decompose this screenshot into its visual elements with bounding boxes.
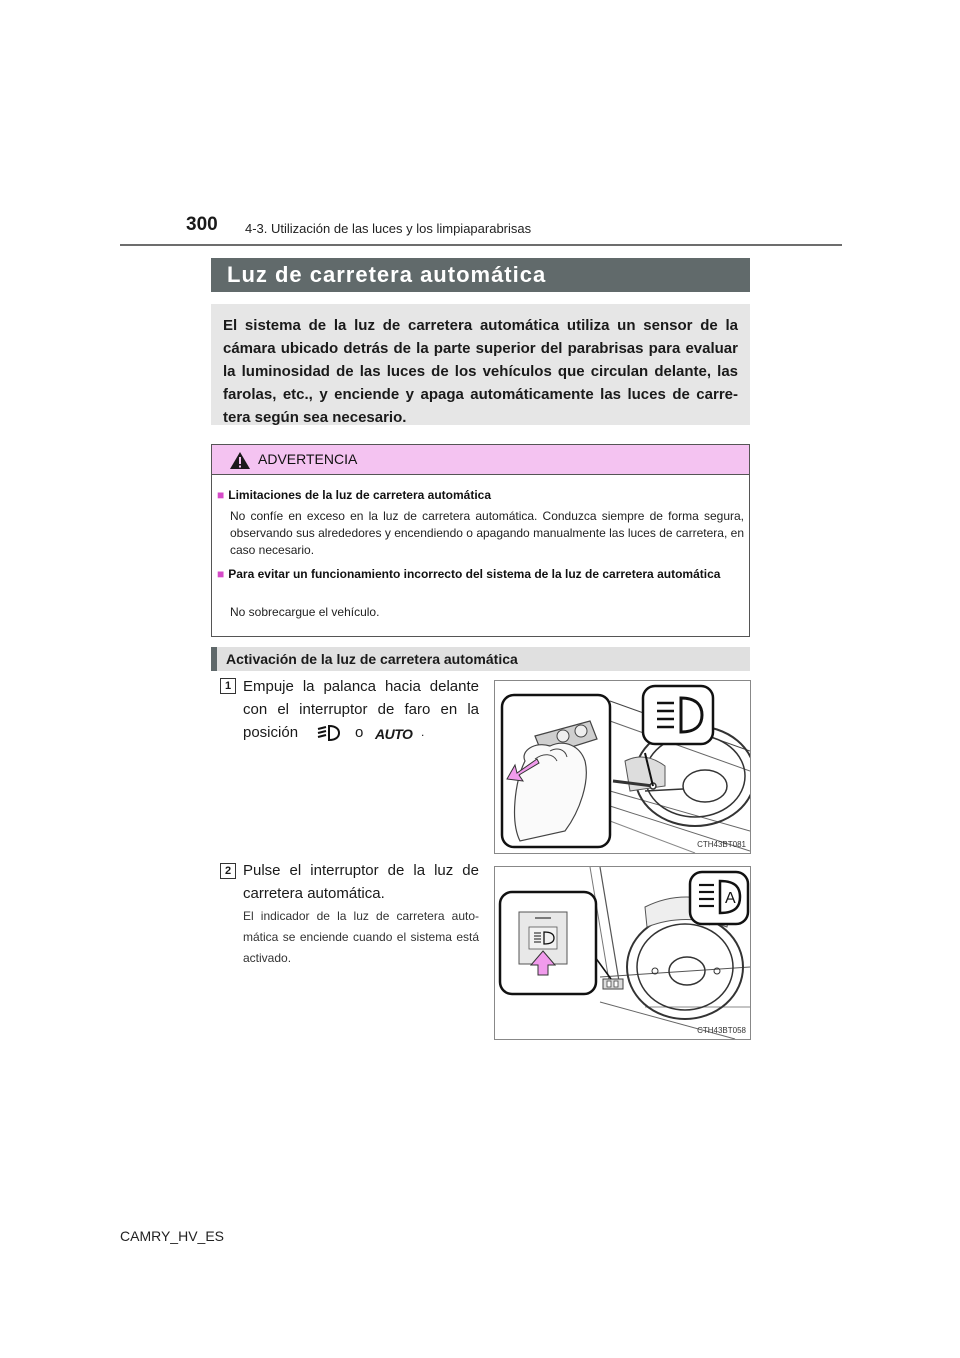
chapter-title: 4-3. Utilización de las luces y los limpiaparabrisas (245, 221, 532, 236)
warning-item-body: No confíe en exceso en la luz de carretera automática. Conduzca siempre de forma segura, observando sus alrededores y encendiendo o apagando manualmente las luces de carretera, en caso necesario. (230, 509, 744, 557)
page-title: Luz de carretera automática (211, 258, 750, 292)
step-number: 2 (220, 863, 236, 879)
header-divider (120, 244, 842, 246)
warning-box (211, 444, 750, 637)
figure-code: CTH43BT058 (697, 1026, 746, 1035)
warning-triangle-icon (229, 451, 251, 470)
figure-code: CTH43BT081 (697, 840, 746, 849)
document-code: CAMRY_HV_ES (120, 1228, 225, 1244)
warning-title: ADVERTENCIA (258, 451, 358, 467)
step-text: Empuje la palanca hacia delante con el interruptor de faro en la posición o AUTO . (243, 675, 479, 747)
page-number: 300 (186, 214, 218, 235)
step-text: Pulse el interruptor de la luz de carretera automática. (243, 862, 479, 902)
warning-item-title: ■ Limitaciones de la luz de carretera automática (217, 488, 492, 502)
headlight-low-beam-icon (315, 723, 341, 743)
figure-headlight-lever (494, 680, 751, 854)
lever-illustration (495, 681, 750, 853)
step-note: El indicador de la luz de carretera auto-mática se enciende cuando el sistema está activado. (243, 909, 479, 965)
step-number: 1 (220, 678, 236, 694)
auto-label: AUTO (375, 726, 413, 742)
square-bullet-icon: ■ (217, 488, 225, 502)
warning-item-title: ■ Para evitar un funcionamiento incorrecto del sistema de la luz de carretera automática (217, 567, 721, 581)
figure-auto-high-beam-switch (494, 866, 751, 1040)
square-bullet-icon: ■ (217, 567, 225, 581)
intro-box (211, 304, 750, 425)
section-title: Activación de la luz de carretera automática (211, 647, 750, 671)
intro-text: El sistema de la luz de carretera automática utiliza un sensor de la cámara ubicado detrás de la parte superior del parabrisas para evaluar la luminosidad de las luces de los vehículos que circulan delante, las farolas, etc., y enciende y apaga automáticamente las luces de carre-tera según sea necesario. (223, 317, 738, 426)
switch-illustration (495, 867, 750, 1039)
warning-item-body: No sobrecargue el vehículo. (230, 605, 380, 619)
svg-text:A: A (725, 890, 736, 907)
warning-header (212, 445, 749, 475)
